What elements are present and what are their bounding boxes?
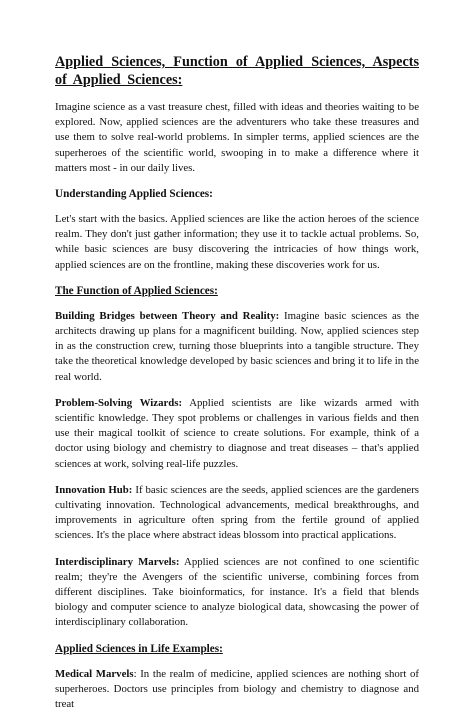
- document-title: Applied Sciences, Function of Applied Sciences, Aspects of Applied Sciences:: [55, 54, 419, 88]
- function-item-lead: Building Bridges between Theory and Reality:: [55, 309, 280, 322]
- function-item-interdisciplinary: [55, 555, 419, 631]
- life-example-medical: [55, 667, 419, 712]
- life-example-text: : In the realm of medicine, applied sciences are nothing short of superheroes. Doctors use principles from biology and chemistry to diagnose and treat: [55, 667, 419, 711]
- function-item-lead: Interdisciplinary Marvels:: [55, 555, 180, 568]
- function-item-building-bridges: [55, 309, 419, 385]
- function-item-text: If basic sciences are the seeds, applied sciences are the gardeners cultivating innovation. Technological advancements, medical breakthroughs, and improvements in agriculture often spring from the fertile ground of applied sciences. It's the place where abstract ideas blossom into practical applications.: [55, 483, 420, 542]
- function-item-text: Applied scientists are like wizards armed with scientific knowledge. They spot problems or challenges in various fields and then use their magical toolkit of science to create solutions. For example, think of a doctor using biology and chemistry to diagnose and treat diseases – that's applied sciences at work, solving real-life puzzles.: [55, 396, 419, 470]
- function-item-lead: Problem-Solving Wizards:: [55, 396, 183, 409]
- function-item-problem-solving: [55, 396, 419, 472]
- function-item-innovation-hub: [55, 483, 419, 544]
- function-heading: The Function of Applied Sciences:: [55, 284, 218, 297]
- function-item-text: Applied sciences are not confined to one scientific realm; they're the Avengers of the scientific universe, combining forces from different disciplines. Take bioinformatics, for instance. It's a field that blends biology and computer science to analyze biological data, showcasing the power of interdisciplinary collaboration.: [55, 555, 419, 629]
- life-example-lead: Medical Marvels: [55, 667, 134, 680]
- understanding-paragraph: Let's start with the basics. Applied sciences are like the action heroes of the science realm. They don't just gather information; they use it to tackle actual problems. So, while basic sciences are busy discovering the intricacies of how things work, applied sciences are on the frontline, making these discoveries work for us.: [55, 213, 419, 271]
- function-item-lead: Innovation Hub:: [55, 483, 133, 496]
- life-examples-heading: Applied Sciences in Life Examples:: [55, 642, 223, 655]
- function-item-text: Imagine basic sciences as the architects drawing up plans for a magnificent building. Now, applied sciences step in as the construction crew, turning those blueprints into a tangible structure. They take the theoretical knowledge developed by basic sciences and bring it to life in the real world.: [55, 309, 419, 383]
- intro-paragraph: Imagine science as a vast treasure chest, filled with ideas and theories waiting to be explored. Now, applied sciences are the adventurers who take these treasures and use them to solve real-world problems. In simpler terms, applied sciences are the superheroes of the scientific world, swooping in to make a difference where it matters most - in our daily lives.: [55, 101, 419, 174]
- understanding-heading: Understanding Applied Sciences:: [55, 188, 213, 201]
